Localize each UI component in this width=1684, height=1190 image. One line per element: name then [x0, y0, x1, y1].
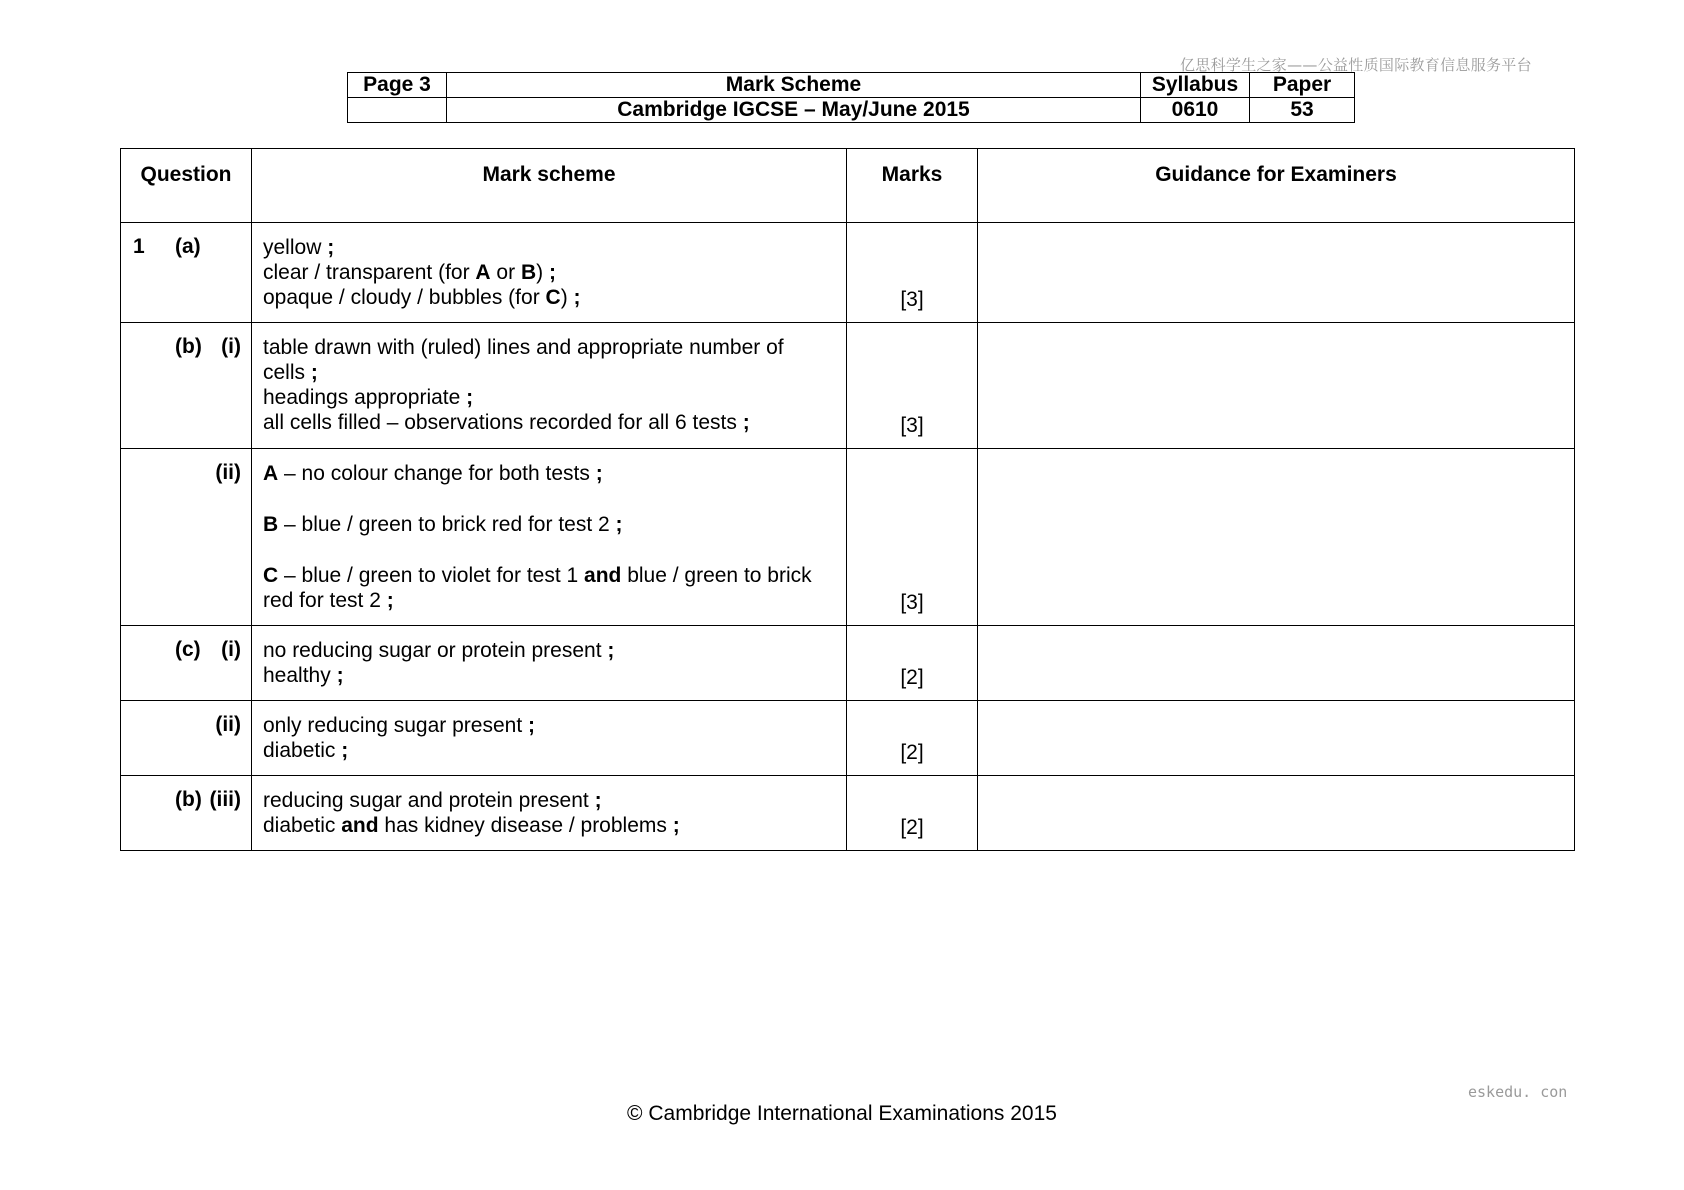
watermark-bottom: eskedu. con [1468, 1083, 1568, 1101]
text-segment: clear / transparent (for [263, 261, 476, 284]
syllabus-label: Syllabus [1141, 73, 1250, 98]
question-part: (a) [175, 235, 201, 258]
guidance-cell [978, 223, 1575, 323]
question-cell [121, 626, 252, 701]
bold-text: ; [466, 386, 474, 409]
text-segment: opaque / cloudy / bubbles (for [263, 286, 546, 309]
bold-text: ; [607, 639, 615, 662]
guidance-cell [978, 449, 1575, 626]
question-subpart: (ii) [215, 461, 241, 484]
paper-number: 53 [1250, 98, 1355, 123]
mark-scheme-cell [252, 776, 847, 851]
header-title: Mark Scheme [447, 73, 1141, 98]
question-part: (b) [175, 788, 202, 811]
bold-text: ; [386, 589, 394, 612]
mark-scheme-cell [252, 701, 847, 776]
question-cell [121, 323, 252, 449]
table-row [121, 449, 1575, 626]
marks-cell: [3] [847, 223, 978, 323]
page-header-table [347, 72, 1355, 123]
mark-scheme-cell [252, 323, 847, 449]
text-segment: blue / green to brick [621, 564, 812, 587]
bold-text: ; [742, 411, 750, 434]
guidance-cell [978, 701, 1575, 776]
bold-text: ; [336, 664, 344, 687]
line-gap [263, 537, 838, 563]
text-segment: no reducing sugar or protein present [263, 639, 608, 662]
paper-label: Paper [1250, 73, 1355, 98]
text-segment: all cells filled – observations recorded for all 6 tests [263, 411, 743, 434]
mark-scheme-line [263, 360, 838, 385]
text-segment: – blue / green to violet for test 1 [278, 564, 585, 587]
copyright-footer: © Cambridge International Examinations 2015 [627, 1102, 1057, 1125]
question-number: 1 [133, 235, 145, 258]
marks-cell: [2] [847, 626, 978, 701]
bold-text: ; [573, 286, 581, 309]
text-segment: reducing sugar and protein present [263, 789, 595, 812]
question-cell [121, 449, 252, 626]
text-segment: diabetic [263, 739, 342, 762]
watermark-top: 亿思科学生之家——公益性质国际教育信息服务平台 [1180, 56, 1532, 74]
bold-text: C [545, 286, 561, 309]
text-segment: table drawn with (ruled) lines and appropriate number of [263, 336, 784, 359]
bold-text: C [263, 564, 279, 587]
question-part: (c) [175, 638, 201, 661]
bold-text: ; [615, 513, 623, 536]
bold-text: ; [327, 236, 335, 259]
question-subpart: (i) [221, 335, 241, 358]
column-header-question: Question [121, 149, 252, 223]
table-row [121, 223, 1575, 323]
marks-cell: [3] [847, 449, 978, 626]
bold-text: ; [548, 261, 556, 284]
bold-text: ; [595, 462, 603, 485]
question-cell [121, 701, 252, 776]
mark-scheme-line [263, 461, 838, 486]
text-segment: cells [263, 361, 311, 384]
question-part: (b) [175, 335, 202, 358]
mark-scheme-table [120, 148, 1575, 851]
text-segment: ) [560, 286, 574, 309]
mark-scheme-line [263, 813, 838, 838]
page-number: Page 3 [348, 73, 447, 98]
text-segment: headings appropriate [263, 386, 467, 409]
mark-scheme-line [263, 638, 838, 663]
table-row [121, 323, 1575, 449]
mark-scheme-line [263, 713, 838, 738]
question-cell [121, 776, 252, 851]
text-segment: has kidney disease / problems [378, 814, 673, 837]
bold-text: ; [594, 789, 602, 812]
mark-scheme-line [263, 385, 838, 410]
bold-text: A [263, 462, 279, 485]
mark-scheme-line [263, 410, 838, 435]
guidance-cell [978, 626, 1575, 701]
table-row [121, 626, 1575, 701]
mark-scheme-cell [252, 223, 847, 323]
question-subpart: (iii) [209, 788, 241, 811]
bold-text: ; [310, 361, 318, 384]
marks-cell: [3] [847, 323, 978, 449]
bold-text: A [475, 261, 491, 284]
question-cell [121, 223, 252, 323]
column-header-guidance: Guidance for Examiners [978, 149, 1575, 223]
text-segment: yellow [263, 236, 328, 259]
question-subpart: (ii) [215, 713, 241, 736]
mark-scheme-cell [252, 626, 847, 701]
text-segment: healthy [263, 664, 337, 687]
bold-text: ; [672, 814, 680, 837]
header-empty-cell [348, 98, 447, 123]
text-segment: red for test 2 [263, 589, 387, 612]
mark-scheme-cell [252, 449, 847, 626]
bold-text: ; [528, 714, 535, 737]
mark-scheme-line [263, 285, 838, 310]
text-segment: ) [536, 261, 549, 284]
bold-text: and [584, 564, 622, 587]
marks-cell: [2] [847, 701, 978, 776]
syllabus-code: 0610 [1141, 98, 1250, 123]
text-segment: diabetic [263, 814, 342, 837]
mark-scheme-line [263, 335, 838, 360]
text-segment: – blue / green to brick red for test 2 [278, 513, 616, 536]
bold-text: B [520, 261, 537, 284]
mark-scheme-line [263, 260, 838, 285]
question-subpart: (i) [221, 638, 241, 661]
line-gap [263, 486, 838, 512]
marks-cell: [2] [847, 776, 978, 851]
text-segment: only reducing sugar present [263, 714, 528, 737]
guidance-cell [978, 323, 1575, 449]
text-segment: or [490, 261, 521, 284]
text-segment: – no colour change for both tests [278, 462, 596, 485]
exam-title: Cambridge IGCSE – May/June 2015 [447, 98, 1141, 123]
column-header-marks: Marks [847, 149, 978, 223]
mark-scheme-line [263, 235, 838, 260]
mark-scheme-line [263, 588, 838, 613]
mark-scheme-line [263, 563, 838, 588]
bold-text: B [263, 513, 279, 536]
bold-text: ; [341, 739, 349, 762]
guidance-cell [978, 776, 1575, 851]
mark-scheme-line [263, 512, 838, 537]
table-row [121, 776, 1575, 851]
bold-text: and [341, 814, 379, 837]
mark-scheme-line [263, 663, 838, 688]
mark-scheme-line [263, 738, 838, 763]
mark-scheme-line [263, 788, 838, 813]
column-header-mark-scheme: Mark scheme [252, 149, 847, 223]
table-row [121, 701, 1575, 776]
